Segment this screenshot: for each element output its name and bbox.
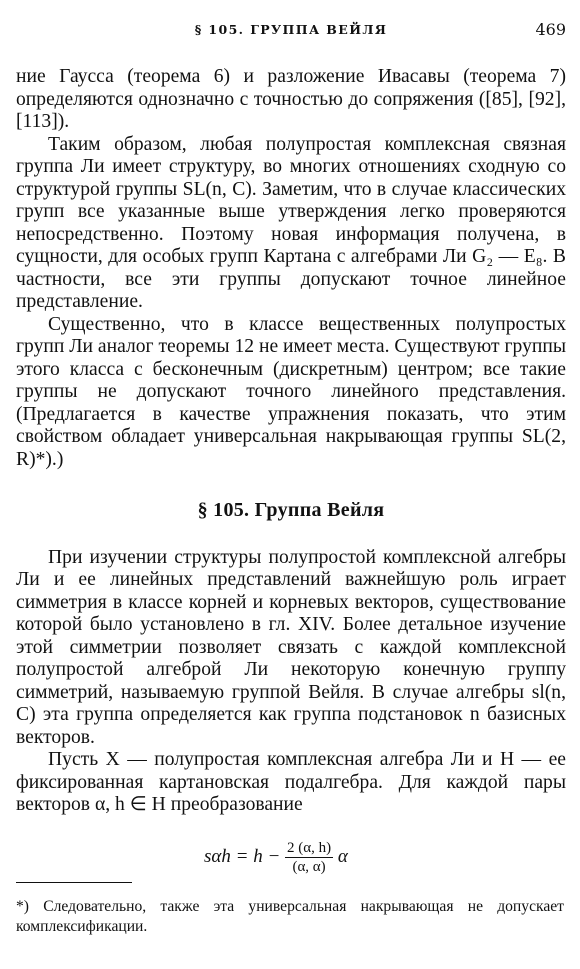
page-number: 469 <box>535 20 566 39</box>
paragraph: Существенно, что в классе вещественных полупростых групп Ли аналог теоремы 12 не имеет места. Существуют группы этого класса с бесконечным (дискретным) центром; все такие группы не допускают точного линейного представления. (Предлагается в качестве упражнения показать, что этим свойством обладает универсальная накрывающая группы SL(2, R)*).) <box>16 313 567 470</box>
paragraph: Пусть X — полупростая комплексная алгебра Ли и H — ее фиксированная картановская подалгебра. Для каждой пары векторов α, h ∈ H преобразование <box>16 749 566 815</box>
formula-fraction <box>285 839 333 876</box>
fraction-denominator: (α, α) <box>292 858 326 875</box>
paragraph: Таким образом, любая полупростая комплексная связная группа Ли имеет структуру, во многих отношениях сходную со структурой группы SL(n, C). Заметим, что в случае классических групп все указанные выше утверждения легко проверяются непосредственно. Поэтому новая информация получена, в сущности, для особых групп Картана с алгебрами Ли G₂ — E₈. В частности, все эти группы допускают точное линейное представление. <box>16 133 566 312</box>
display-formula <box>16 831 566 881</box>
paragraph-continuation: ние Гаусса (теорема 6) и разложение Ивасавы (теорема 7) определяются однозначно с точностью до сопряжения ([85], [92], [113]). <box>16 66 566 132</box>
running-title: § 105. ГРУППА ВЕЙЛЯ <box>194 22 388 37</box>
section-heading: § 105. Группа Вейля <box>197 499 385 521</box>
footnote: *) Следовательно, также эта универсальная накрывающая не допускает комплексификации. <box>16 898 564 935</box>
page-header <box>16 20 566 44</box>
page-body <box>16 66 566 881</box>
paragraph: При изучении структуры полупростой комплексной алгебры Ли и ее линейных представлений важнейшую роль играет симметрия в классе корней и корневых векторов, существование которой было установлено в гл. XIV. Более детальное изучение этой симметрии позволяет связать с каждой комплексной полупростой алгеброй Ли некоторую конечную группу симметрий, называемую группой Вейля. В случае алгебры sl(n, C) эта группа определяется как группа подстановок n базисных векторов. <box>16 546 566 748</box>
fraction-numerator: 2 (α, h) <box>287 839 332 856</box>
footnote-divider <box>16 882 132 883</box>
formula-lhs: sαh = h − <box>204 845 281 867</box>
formula-rhs: α <box>337 845 348 867</box>
